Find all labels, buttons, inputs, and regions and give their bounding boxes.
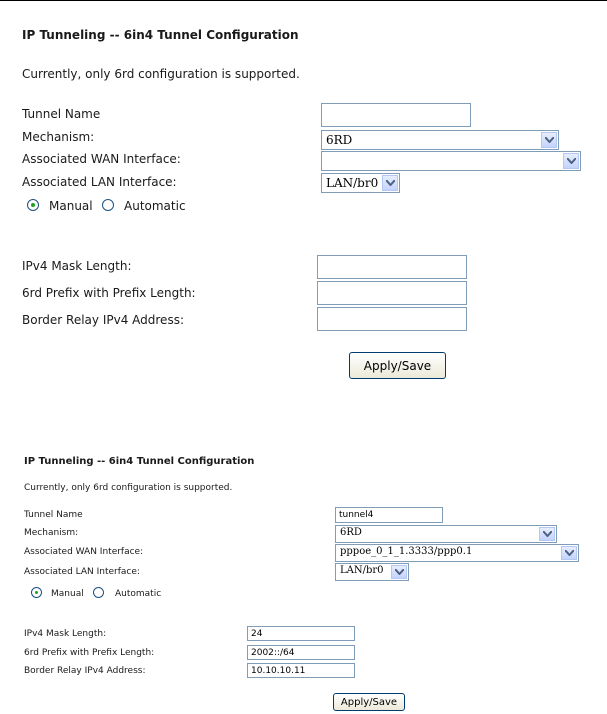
automatic-radio-label: Automatic: [124, 199, 186, 213]
info-note: Currently, only 6rd configuration is supported.: [24, 483, 233, 493]
lan-interface-select[interactable]: [321, 173, 400, 193]
prefix-input[interactable]: [317, 281, 467, 305]
mechanism-label: Mechanism:: [22, 130, 95, 144]
chevron-down-icon[interactable]: [563, 153, 579, 169]
wan-interface-label: Associated WAN Interface:: [22, 152, 181, 166]
chevron-down-icon[interactable]: [382, 175, 398, 191]
ipv4-mask-input[interactable]: [247, 626, 355, 641]
lan-interface-label: Associated LAN Interface:: [22, 175, 177, 189]
lan-interface-value: LAN/br0: [340, 565, 384, 576]
chevron-down-icon[interactable]: [391, 565, 407, 579]
manual-radio-label: Manual: [49, 199, 93, 213]
tunnel-name-input[interactable]: [335, 507, 443, 523]
prefix-label: 6rd Prefix with Prefix Length:: [24, 648, 155, 658]
page-title: IP Tunneling -- 6in4 Tunnel Configuration: [24, 456, 255, 467]
relay-input[interactable]: [247, 663, 355, 678]
relay-label: Border Relay IPv4 Address:: [24, 666, 146, 676]
apply-save-button[interactable]: Apply/Save: [333, 693, 405, 711]
relay-label: Border Relay IPv4 Address:: [22, 313, 184, 327]
tunnel-name-label: Tunnel Name: [24, 510, 83, 520]
info-note: Currently, only 6rd configuration is supported.: [22, 67, 300, 81]
tunnel-name-input[interactable]: [321, 103, 471, 127]
manual-radio[interactable]: [27, 199, 39, 211]
wan-interface-select[interactable]: [335, 544, 579, 562]
relay-input[interactable]: [317, 307, 467, 331]
wan-interface-value: pppoe_0_1_1.3333/ppp0.1: [340, 546, 473, 557]
mechanism-select[interactable]: [321, 130, 559, 150]
chevron-down-icon[interactable]: [561, 546, 577, 560]
mechanism-value: 6RD: [340, 527, 362, 538]
manual-radio-label: Manual: [51, 589, 84, 599]
automatic-radio[interactable]: [93, 587, 104, 598]
prefix-input[interactable]: [247, 645, 355, 660]
mechanism-label: Mechanism:: [24, 528, 79, 538]
wan-interface-label: Associated WAN Interface:: [24, 547, 144, 557]
lan-interface-select[interactable]: [335, 563, 409, 581]
automatic-radio-label: Automatic: [115, 589, 162, 599]
lan-interface-value: LAN/br0: [326, 176, 379, 190]
apply-save-button[interactable]: Apply/Save: [349, 352, 446, 379]
ipv4-mask-label: IPv4 Mask Length:: [22, 259, 132, 273]
manual-radio[interactable]: [31, 587, 42, 598]
ipv4-mask-label: IPv4 Mask Length:: [24, 629, 107, 639]
chevron-down-icon[interactable]: [539, 527, 555, 541]
mechanism-value: 6RD: [326, 133, 353, 147]
chevron-down-icon[interactable]: [541, 132, 557, 148]
tunnel-name-label: Tunnel Name: [22, 107, 101, 121]
mechanism-select[interactable]: [335, 525, 557, 543]
ipv4-mask-input[interactable]: [317, 255, 467, 279]
wan-interface-select[interactable]: [321, 151, 581, 171]
top-rule: [0, 0, 607, 1]
lan-interface-label: Associated LAN Interface:: [24, 567, 140, 577]
prefix-label: 6rd Prefix with Prefix Length:: [22, 286, 196, 300]
automatic-radio[interactable]: [102, 199, 114, 211]
page-title: IP Tunneling -- 6in4 Tunnel Configuration: [22, 28, 299, 42]
